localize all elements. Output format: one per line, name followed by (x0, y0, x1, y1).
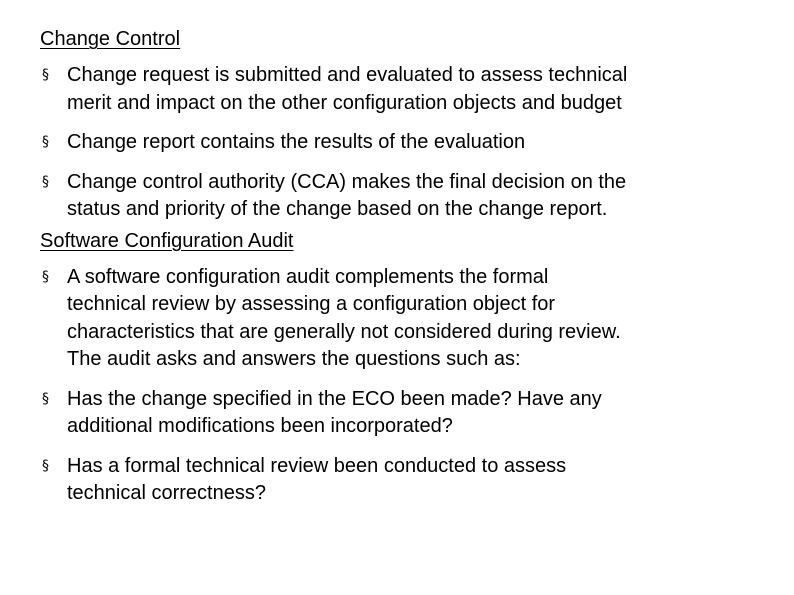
slide-content (40, 26, 770, 520)
bullet-line: characteristics that are generally not considered during review. (67, 320, 621, 343)
bullet-line: A software configuration audit complements the formal (67, 265, 549, 288)
bullet-line: additional modifications been incorporated? (67, 415, 453, 437)
bullet-marker: § (42, 390, 49, 407)
bullet-line: technical correctness? (67, 482, 266, 504)
bullet-eco-question (40, 386, 770, 441)
bullet-line: status and priority of the change based on the change report. (67, 198, 608, 220)
bullet-change-request (40, 62, 770, 117)
bullet-line: Has the change specified in the ECO been made? Have any (67, 387, 602, 410)
bullet-line: Change control authority (CCA) makes the final decision on the (67, 170, 627, 193)
bullet-marker: § (42, 268, 49, 285)
bullet-line: Has a formal technical review been conducted to assess (67, 454, 567, 477)
bullet-line: The audit asks and answers the questions such as: (67, 348, 521, 370)
bullet-line: Change request is submitted and evaluated to assess technical (67, 64, 628, 86)
bullet-marker: § (42, 173, 49, 190)
bullet-marker: § (42, 134, 49, 150)
heading-change-control: Change Control (40, 28, 181, 50)
bullet-line: technical review by assessing a configuration object for (67, 293, 556, 315)
bullet-marker: § (42, 457, 49, 474)
bullet-change-report (40, 129, 770, 157)
bullet-ftr-question (40, 453, 770, 508)
heading-software-configuration-audit: Software Configuration Audit (40, 229, 294, 252)
bullet-audit-complements (40, 264, 770, 374)
bullet-line: merit and impact on the other configuration objects and budget (67, 91, 622, 114)
bullet-line: Change report contains the results of the evaluation (67, 131, 526, 153)
bullet-marker: § (42, 67, 49, 83)
bullet-cca (40, 169, 770, 224)
